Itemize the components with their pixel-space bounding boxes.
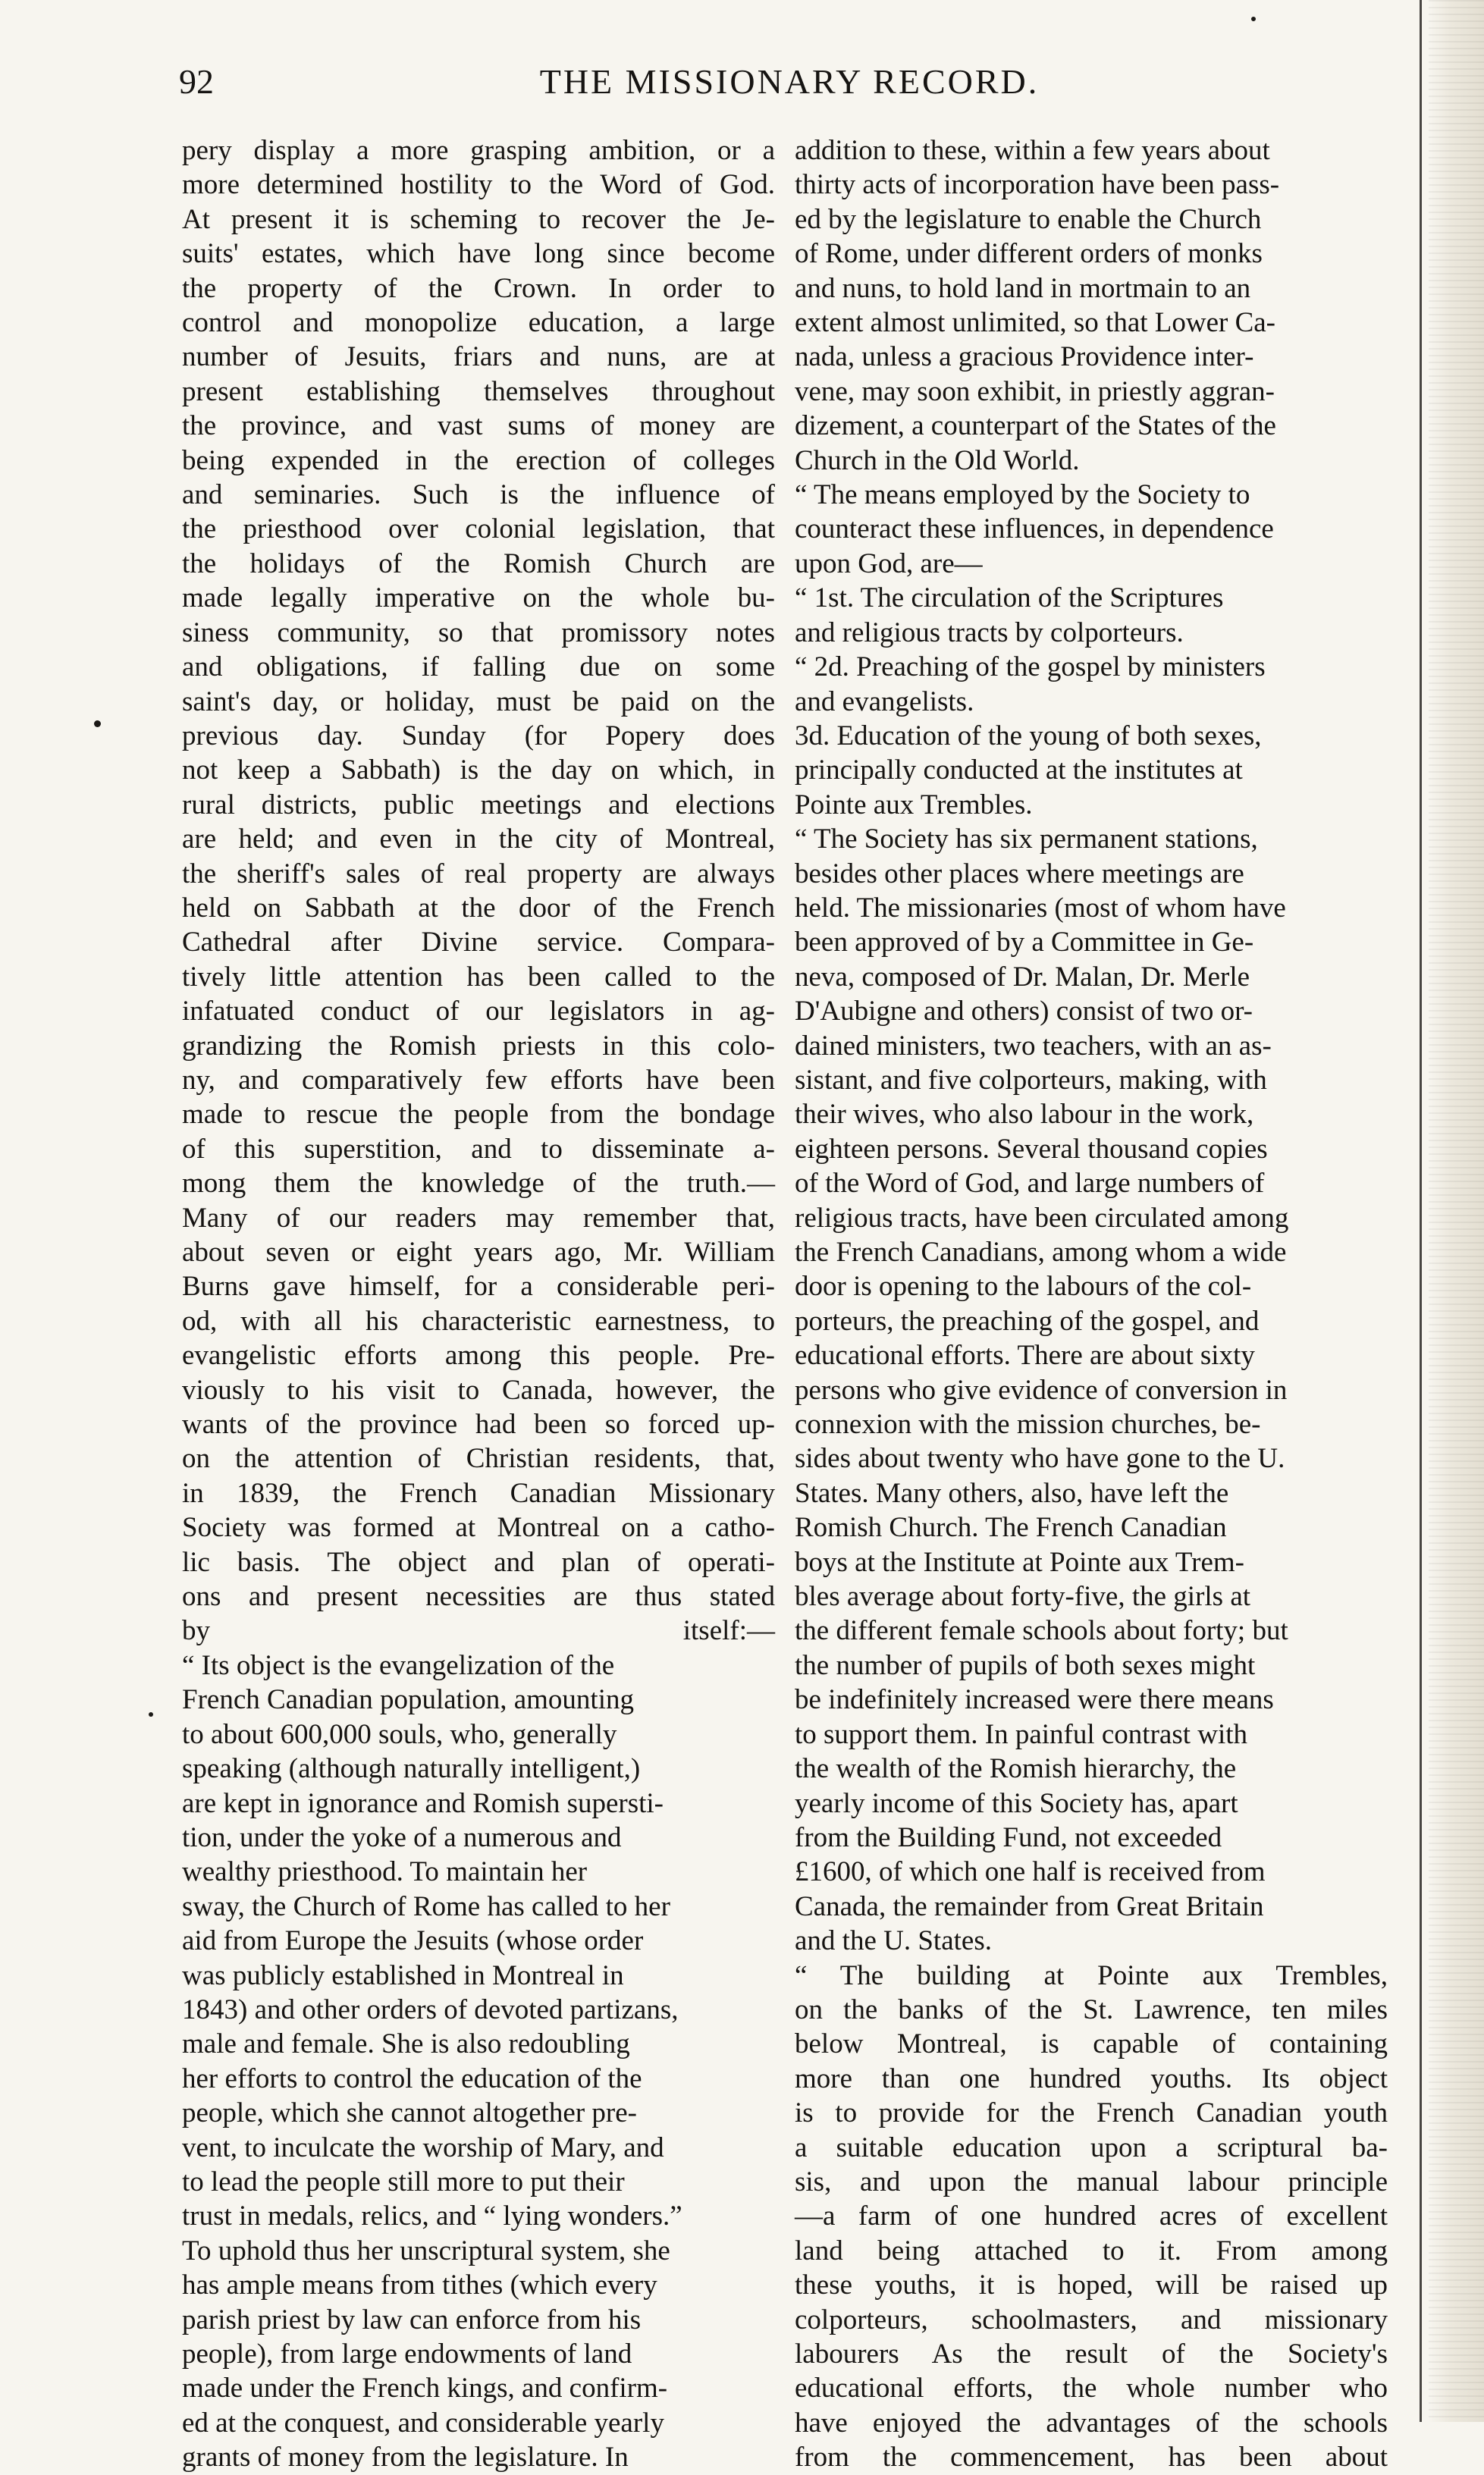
paragraph: 3d. Education of the young of both sexes, principally conducted at the institutes at Pointe aux Trembles. [795, 720, 1262, 820]
binding-edge [1429, 0, 1484, 2422]
right-column [795, 133, 1388, 2473]
ink-speck [94, 720, 101, 727]
paragraph: “ 2d. Preaching of the gospel by ministers and evangelists. [795, 651, 1266, 717]
paragraph: addition to these, within a few years about thirty acts of incorporation have been pass- ed by the legislature to enable the Church of Rome, under different orders of monks and nuns, to hold land in mortmain to an extent almost unlimited, so that Lower Ca- nada, unless a gracious Providence inter- vene, may soon exhibit, in priestly aggran- dizement, a counterpart of the States of the Church in the Old World. [795, 135, 1280, 476]
left-column [182, 133, 775, 2473]
paragraph: “ The Society has six permanent stations, besides other places where meetings are held. The missionaries (most of whom have been approved of by a Committee in Ge- neva, composed of Dr. Malan, Dr. Merle D'Aubigne and others) consist of two or- dained ministers, two teachers, with an as- sistant, and five colporteurs, making, with their wives, who also labour in the work, eighteen persons. Several thousand copies of the Word of God, and large numbers of religious tracts, have been circulated among the French Canadians, among whom a wide door is opening to the labours of the col- porteurs, the preaching of the gospel, and educational efforts. There are about sixty persons who give evidence of conversion in connexion with the mission churches, be- sides about twenty who have gone to the U. States. Many others, also, have left the Romish Church. The French Canadian boys at the Institute at Pointe aux Trem- bles average about forty-five, the girls at the different female schools about forty; but the number of pupils of both sexes might be indefinitely increased were there means to support them. In painful contrast with the wealth of the Romish hierarchy, the yearly income of this Society has, apart from the Building Fund, not exceeded £1600, of which one half is received from Canada, the remainder from Great Britain and the U. States. [795, 823, 1289, 1957]
page-number: 92 [179, 62, 214, 101]
running-title: THE MISSIONARY RECORD. [539, 62, 1040, 101]
paragraph: pery display a more grasping ambition, or a more determined hostility to the Word of God. At present it is scheming to recover the Je- suits' estates, which have long since become the property of the Crown. In order to control and monopolize education, a large number of Jesuits, friars and nuns, are at present establishing themselves throughout the province, and vast sums of money are being expended in the erection of colleges and seminaries. Such is the influence of the priesthood over colonial legislation, that the holidays of the Romish Church are made legally imperative on the whole bu- siness community, so that promissory notes and obligations, if falling due on some saint's day, or holiday, must be paid on the previous day. Sunday (for Popery does not keep a Sabbath) is the day on which, in rural districts, public meetings and elections are held; and even in the city of Montreal, the sheriff's sales of real property are always held on Sabbath at the door of the French Cathedral after Divine service. Compara- tively little attention has been called to the infatuated conduct of our legislators in ag- grandizing the Romish priests in this colo- ny, and comparatively few efforts have been made to rescue the people from the bondage of this superstition, and to disseminate a- mong them the knowledge of the truth.— Many of our readers may remember that, about seven or eight years ago, Mr. William Burns gave himself, for a considerable peri- od, with all his characteristic earnestness, to evangelistic efforts among this people. Pre- viously to his visit to Canada, however, the wants of the province had been so forced up- on the attention of Christian residents, that, in 1839, the French Canadian Missionary Society was formed at Montreal on a catho- lic basis. The object and plan of operati- ons and present necessities are thus stated by itself:— [182, 135, 775, 1647]
paragraph: “ Its object is the evangelization of the French Canadian population, amounting to about 600,000 souls, who, generally speaking (although naturally intelligent,) are kept in ignorance and Romish supersti- tion, under the yoke of a numerous and wealthy priesthood. To maintain her sway, the Church of Rome has called to her aid from Europe the Jesuits (whose order was publicly established in Montreal in 1843) and other orders of devoted partizans, male and female. She is also redoubling her efforts to control the education of the people, which she cannot altogether pre- vent, to inculcate the worship of Mary, and to lead the people still more to put their trust in medals, relics, and “ lying wonders.” To uphold thus her unscriptural system, she has ample means from tithes (which every parish priest by law can enforce from his people), from large endowments of land made under the French kings, and confirm- ed at the conquest, and considerable yearly grants of money from the legislature. In [182, 1649, 682, 2473]
page-header [179, 59, 1400, 105]
paragraph: “ 1st. The circulation of the Scriptures and religious tracts by colporteurs. [795, 582, 1224, 648]
paragraph: “ The means employed by the Society to counteract these influences, in dependence upon God, are— [795, 479, 1274, 579]
paragraph: “ The building at Pointe aux Trembles, on the banks of the St. Lawrence, ten miles below Montreal, is capable of containing more than one hundred youths. Its object is to provide for the French Canadian youth a suitable education upon a scriptural ba- sis, and upon the manual labour principle —a farm of one hundred acres of excellent land being attached to it. From among these youths, it is hoped, will be raised up colporteurs, schoolmasters, and missionary labourers As the result of the Society's educational efforts, the whole number who have enjoyed the advantages of the schools from the commencement, has been about [795, 1959, 1388, 2473]
binding-edge-rule [1420, 0, 1422, 2422]
ink-speck [1251, 17, 1256, 21]
ink-speck [149, 1712, 153, 1717]
